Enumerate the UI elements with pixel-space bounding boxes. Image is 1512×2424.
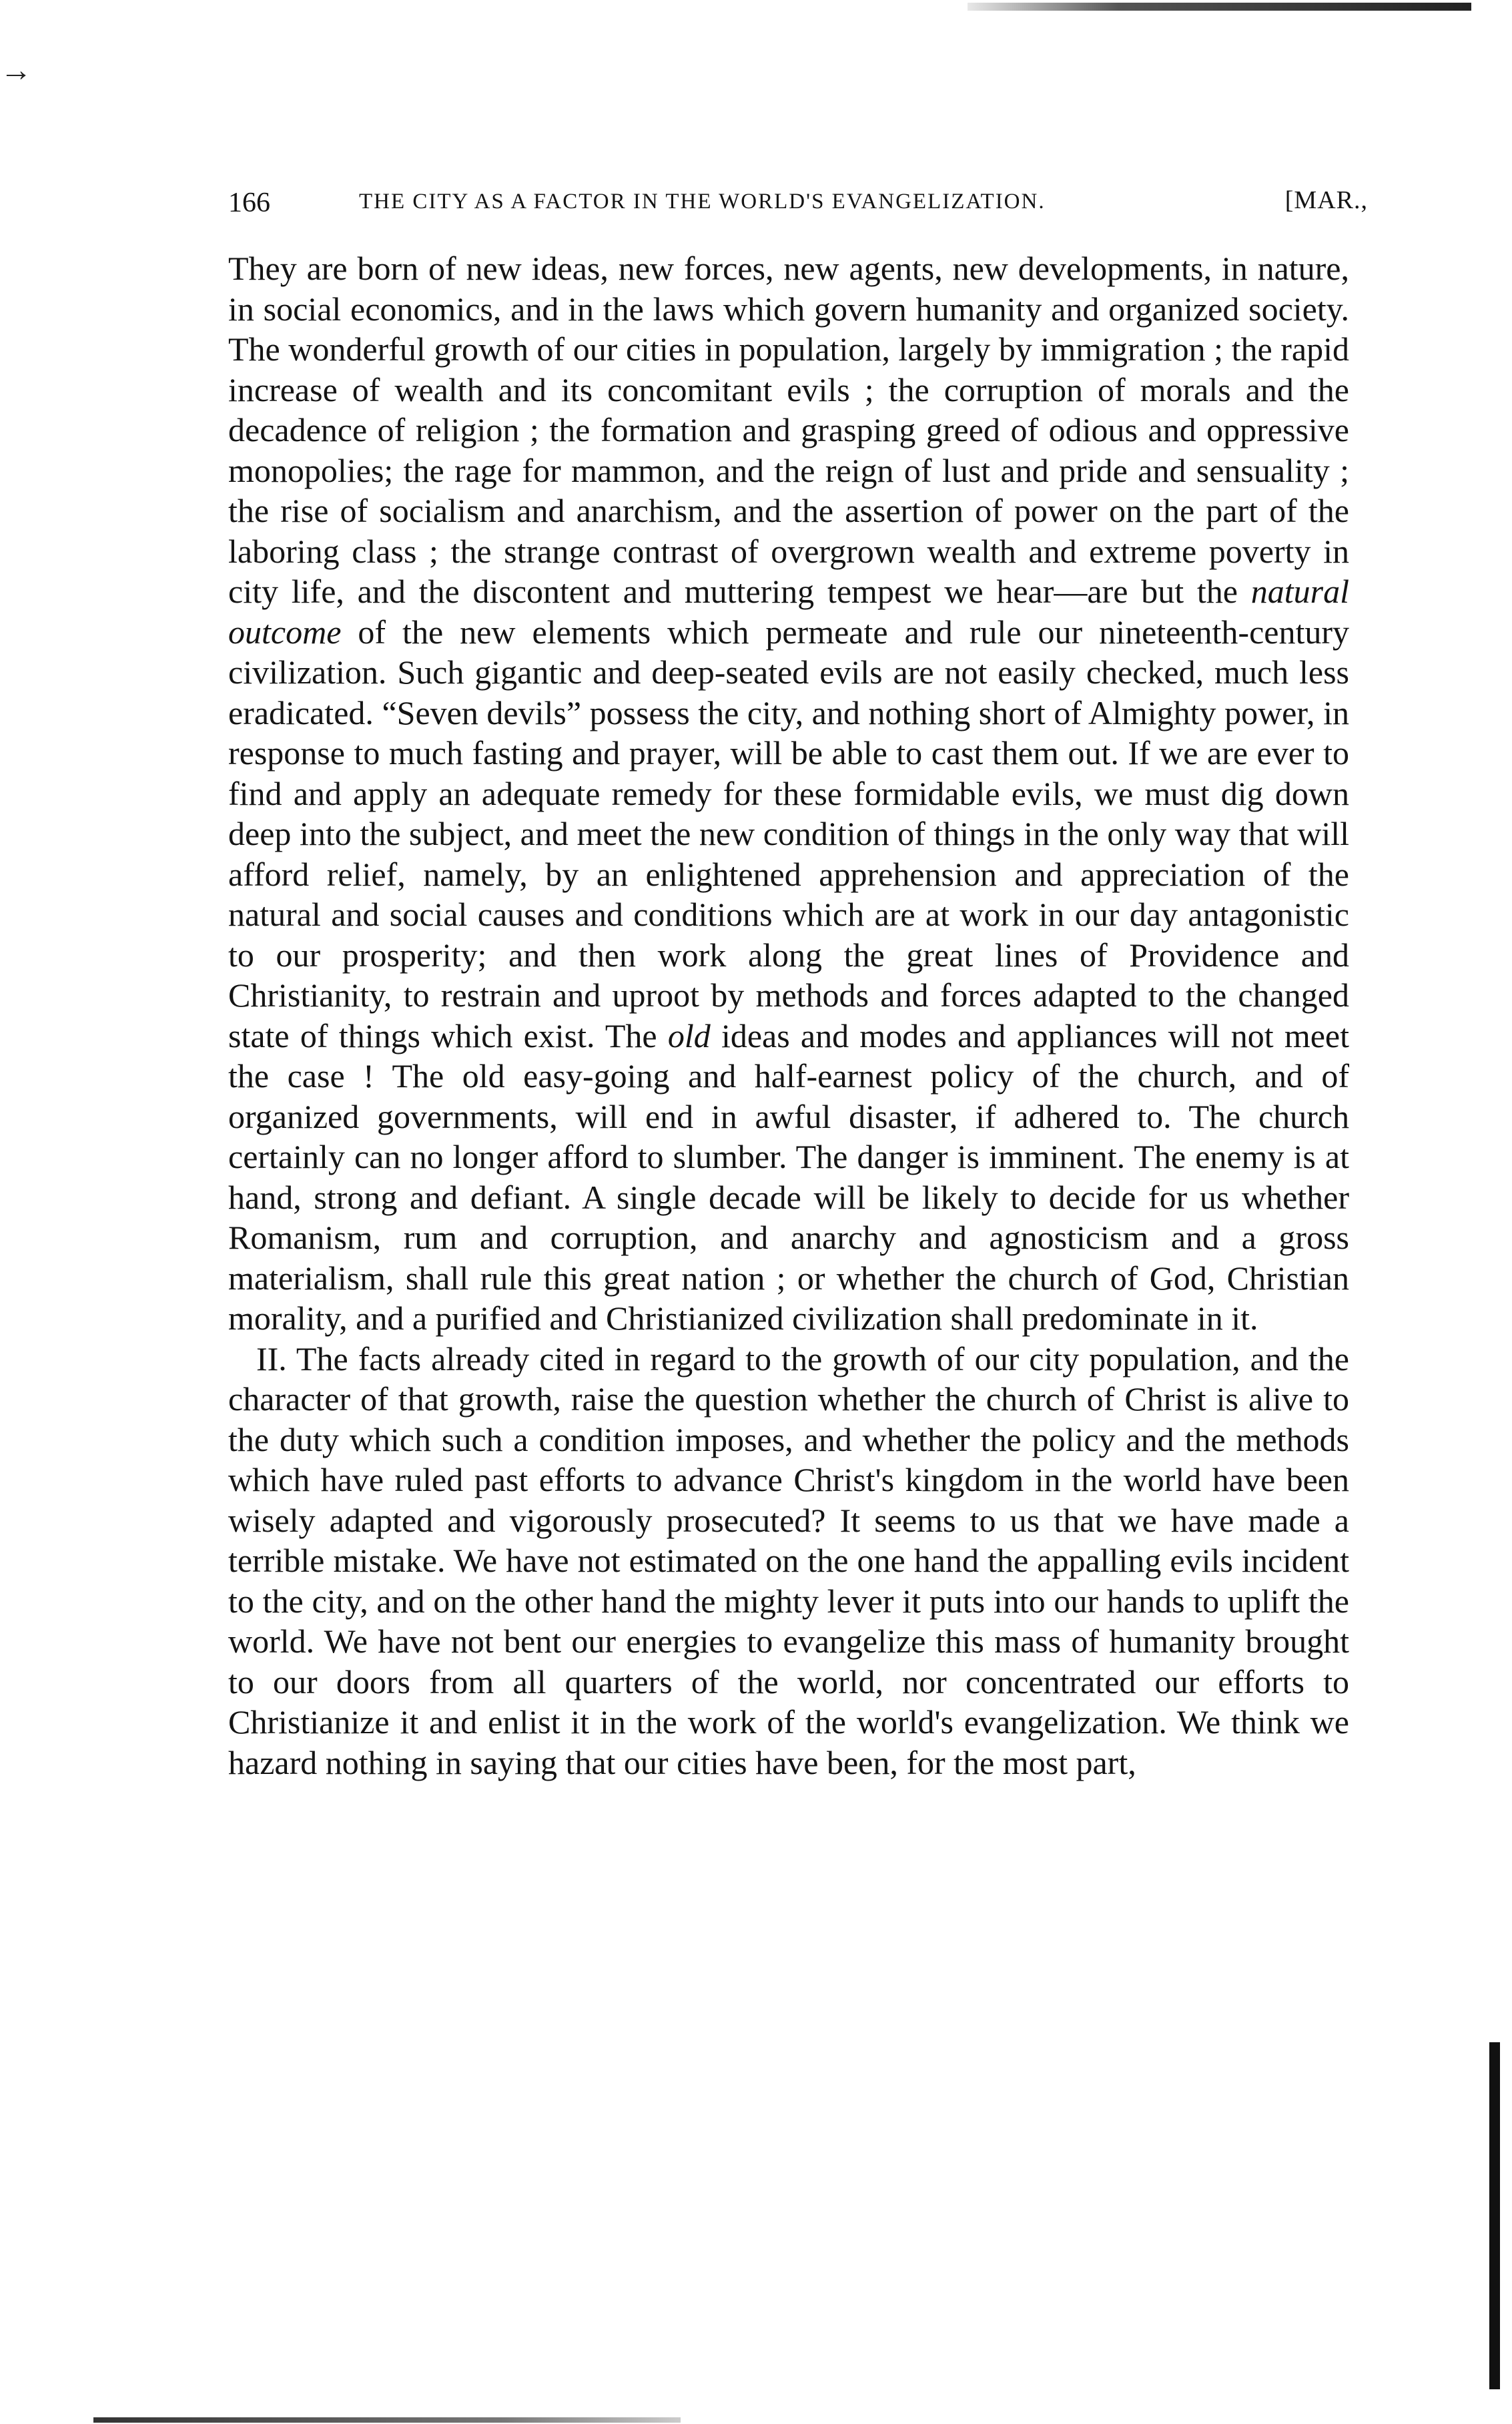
paragraph-1-text-middle: of the new elements which permeate and rule our nineteenth-century civilization. Such gigantic and deep-seated evils are not easily checked, much less eradicated. “Seven devils” possess the city, and nothing short of Almighty power, in response to much fasting and prayer, will be able to cast them out. If we are ever to find and apply an adequate remedy for these formidable evils, we must dig down deep into the subject, and meet the new condition of things in the only way that will afford relief, namely, by an enlightened apprehension and appreciation of the natural and social causes and conditions which are at work in our day antagonistic to our prosperity; and then work along the great lines of Providence and Christianity, to restrain and uproot by methods and forces adapted to the changed state of things which exist. The	[228, 613, 1349, 1054]
page-number: 166	[228, 188, 270, 218]
section-mark: [MAR.,	[1284, 186, 1368, 214]
bottom-edge-rule	[93, 2417, 681, 2423]
paragraph-1-text-start: They are born of new ideas, new forces, new agents, new developments, in nature, in social economics, and in the laws which govern humanity and organized society. The wonderful growth of our cities in population, largely by immigration ; the rapid increase of wealth and its concomitant evils ; the corruption of morals and the decadence of religion ; the formation and grasping greed of odious and oppressive monopolies; the rage for mammon, and the reign of lust and pride and sensuality ; the rise of socialism and anarchism, and the assertion of power on the part of the laboring class ; the strange contrast of overgrown wealth and extreme poverty in city life, and the discontent and muttering tempest we hear—are but the	[228, 250, 1349, 610]
running-header	[228, 179, 1368, 226]
emphasis-natural-outcome: natural outcome	[228, 573, 1349, 651]
top-border-rule	[968, 3, 1471, 11]
page-body	[228, 248, 1349, 1783]
running-title: THE CITY AS A FACTOR IN THE WORLD'S EVANGELIZATION.	[359, 190, 1046, 214]
paragraph-1-text-end: ideas and modes and appliances will not meet the case ! The old easy-going and half-earnest policy of the church, and of organized governments, will end in awful disaster, if adhered to. The church certainly can no longer afford to slumber. The danger is imminent. The enemy is at hand, strong and defiant. A single decade will be likely to decide for us whether Romanism, rum and corruption, and anarchy and agnosticism and a gross materialism, shall rule this great nation ; or whether the church of God, Christian morality, and a purified and Christianized civilization shall predominate in it.	[228, 1016, 1350, 1337]
corner-bracket-mark: →	[0, 53, 32, 88]
right-edge-rule	[1489, 2042, 1500, 2389]
paragraph-1	[228, 248, 1349, 1339]
emphasis-old: old	[667, 1016, 711, 1054]
paragraph-2: II. The facts already cited in regard to the growth of our city population, and the character of that growth, raise the question whether the church of Christ is alive to the duty which such a condition imposes, and whether the policy and the methods which have ruled past efforts to advance Christ's kingdom in the world have been wisely adapted and vigorously prosecuted? It seems to us that we have made a terrible mistake. We have not estimated on the one hand the appalling evils incident to the city, and on the other hand the mighty lever it puts into our hands to uplift the world. We have not bent our energies to evangelize this mass of humanity brought to our doors from all quarters of the world, nor concentrated our efforts to Christianize it and enlist it in the work of the world's evangelization. We think we hazard nothing in saying that our cities have been, for the most part,	[228, 1339, 1349, 1781]
